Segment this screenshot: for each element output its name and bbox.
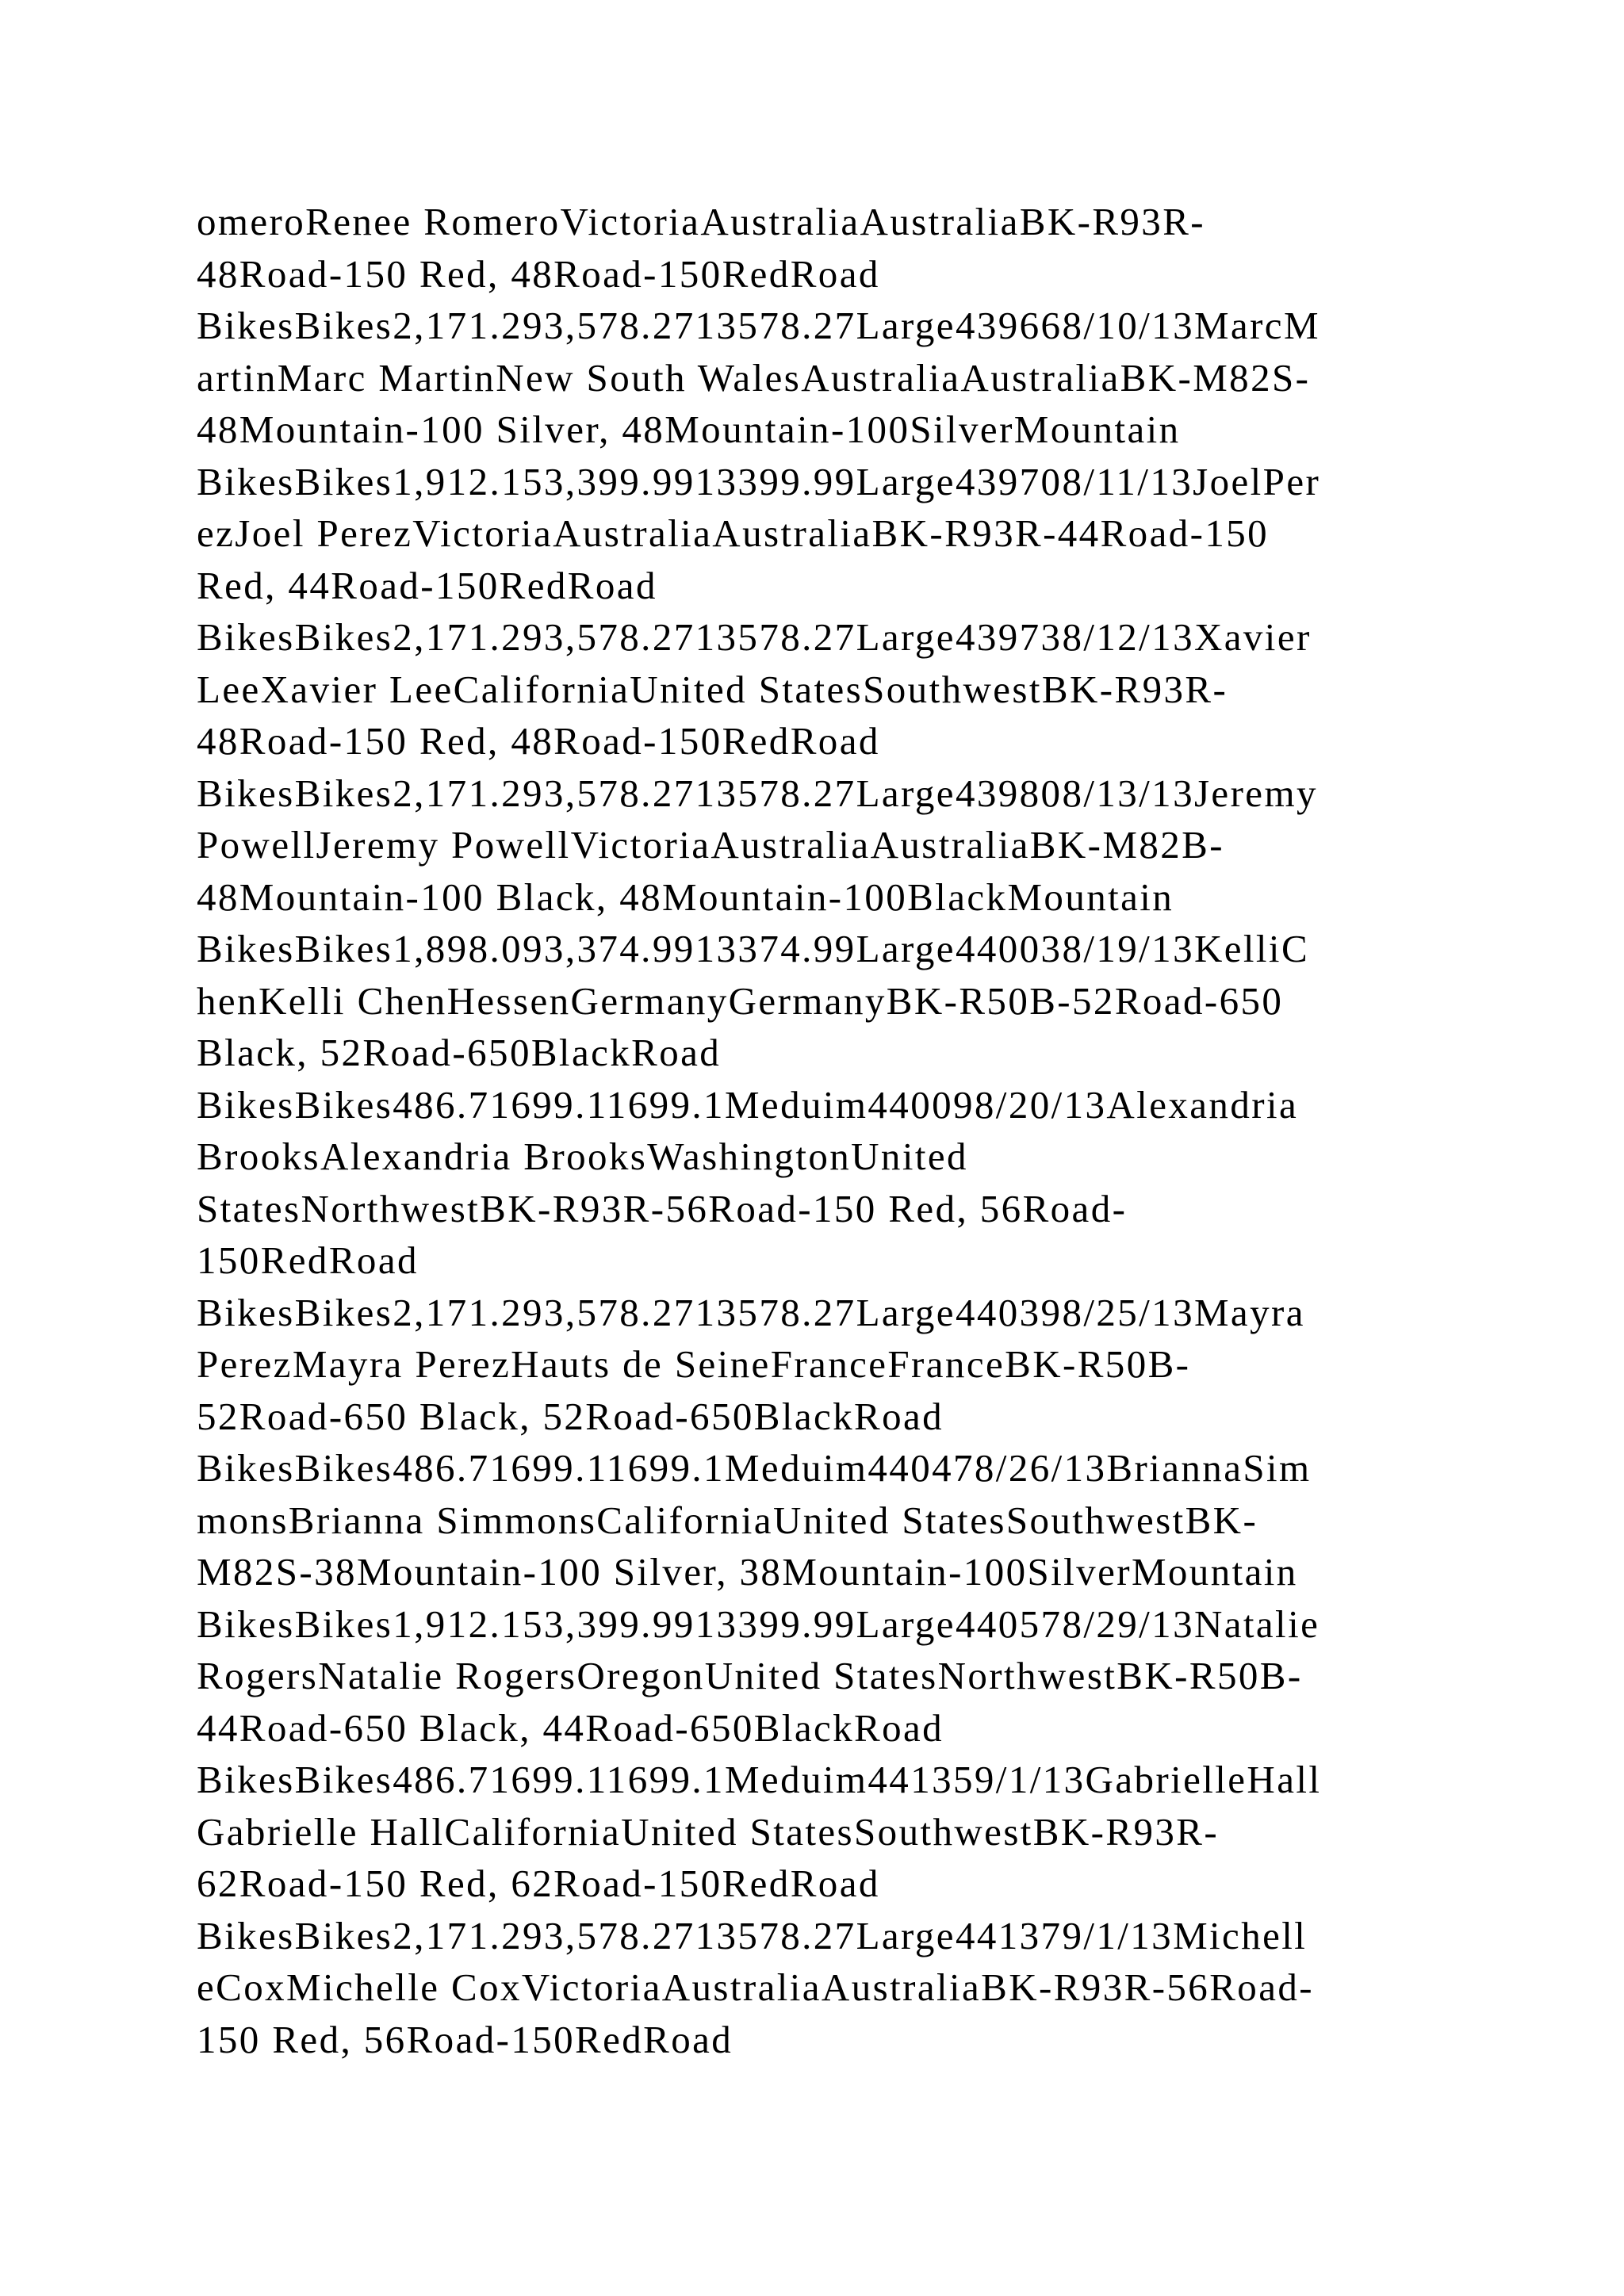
text-line: BikesBikes2,171.293,578.2713578.27Large439668/10/13MarcM (197, 304, 1320, 347)
text-line: BrooksAlexandria BrooksWashingtonUnited (197, 1135, 968, 1178)
text-line: StatesNorthwestBK-R93R-56Road-150 Red, 56Road- (197, 1186, 1128, 1230)
text-line: BikesBikes1,912.153,399.9913399.99Large439708/11/13JoelPer (197, 459, 1321, 503)
text-line: 48Road-150 Red, 48Road-150RedRoad (197, 251, 880, 296)
text-line: RogersNatalie RogersOregonUnited StatesNorthwestBK-R50B- (197, 1654, 1303, 1697)
text-line: 150RedRoad (197, 1238, 419, 1282)
text-line: monsBrianna SimmonsCaliforniaUnited StatesSouthwestBK- (197, 1498, 1258, 1542)
text-line: eCoxMichelle CoxVictoriaAustraliaAustraliaBK-R93R-56Road- (197, 1965, 1314, 2009)
text-line: BikesBikes486.71699.11699.1Meduim440098/20/13Alexandria (197, 1082, 1299, 1127)
text-line: henKelli ChenHessenGermanyGermanyBK-R50B-52Road-650 (197, 978, 1284, 1023)
text-line: PowellJeremy PowellVictoriaAustraliaAustraliaBK-M82B- (197, 823, 1224, 867)
text-line: LeeXavier LeeCaliforniaUnited StatesSouthwestBK-R93R- (197, 667, 1228, 711)
text-line: artinMarc MartinNew South WalesAustraliaAustraliaBK-M82S- (197, 355, 1311, 400)
text-line: 48Road-150 Red, 48Road-150RedRoad (197, 719, 880, 763)
text-line: 52Road-650 Black, 52Road-650BlackRoad (197, 1394, 944, 1438)
text-line: omeroRenee RomeroVictoriaAustraliaAustraliaBK-R93R- (197, 200, 1206, 243)
text-line: BikesBikes2,171.293,578.2713578.27Large440398/25/13Mayra (197, 1290, 1305, 1334)
text-line: Black, 52Road-650BlackRoad (197, 1031, 722, 1074)
text-line: BikesBikes2,171.293,578.2713578.27Large441379/1/13Michell (197, 1913, 1308, 1957)
text-line: 150 Red, 56Road-150RedRoad (197, 2017, 733, 2061)
text-line: Gabrielle HallCaliforniaUnited StatesSouthwestBK-R93R- (197, 1809, 1220, 1854)
text-line: Red, 44Road-150RedRoad (197, 563, 657, 607)
text-line: PerezMayra PerezHauts de SeineFranceFranceBK-R50B- (197, 1342, 1191, 1386)
text-line: BikesBikes1,912.153,399.9913399.99Large440578/29/13Natalie (197, 1601, 1320, 1646)
text-line: 62Road-150 Red, 62Road-150RedRoad (197, 1862, 880, 1905)
text-line: ezJoel PerezVictoriaAustraliaAustraliaBK-R93R-44Road-150 (197, 511, 1270, 555)
body-text (197, 196, 1497, 2065)
text-line: 48Mountain-100 Silver, 48Mountain-100SilverMountain (197, 408, 1181, 451)
text-line: 48Mountain-100 Black, 48Mountain-100BlackMountain (197, 874, 1174, 919)
text-line: BikesBikes2,171.293,578.2713578.27Large439738/12/13Xavier (197, 615, 1312, 659)
text-line: BikesBikes486.71699.11699.1Meduim441359/1/13GabrielleHall (197, 1758, 1322, 1801)
text-line: M82S-38Mountain-100 Silver, 38Mountain-100SilverMountain (197, 1550, 1298, 1594)
text-line: BikesBikes486.71699.11699.1Meduim440478/26/13BriannaSim (197, 1446, 1312, 1490)
text-line: 44Road-650 Black, 44Road-650BlackRoad (197, 1705, 944, 1750)
text-line: BikesBikes2,171.293,578.2713578.27Large439808/13/13Jeremy (197, 771, 1318, 815)
text-line: BikesBikes1,898.093,374.9913374.99Large440038/19/13KelliC (197, 927, 1310, 970)
